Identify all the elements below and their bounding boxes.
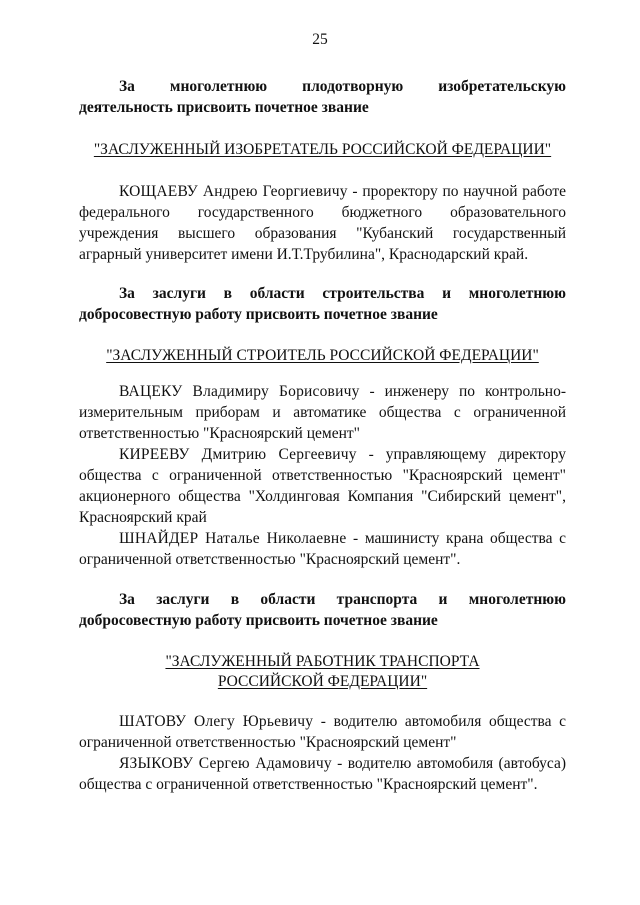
awardee-name: КОЩАЕВУ Андрею Георгиевичу [119,183,348,200]
awardee-position: - проректору по научной работе федерального государственного бюджетного образовательного учреждения высшего образования "Кубанский государственный аграрный университет имени И.Т.Трубилина", Краснодарский край. [79,183,566,263]
decree-line: добросовестную работу присвоить почетное звание [79,306,438,323]
decree-line: деятельность присвоить почетное звание [79,99,369,116]
awardee-name: ШНАЙДЕР Наталье Николаевне [119,530,347,547]
decree-line: За заслуги в области строительства и многолетнюю [119,285,566,302]
awardee-entry [79,444,566,528]
awardee-name: КИРЕЕВУ Дмитрию Сергеевичу [119,446,357,463]
decree-builder [79,283,566,325]
awardee-position: - инженеру по контрольно-измерительным приборам и автоматике общества с ограниченной ответственностью "Красноярский цемент" [79,383,566,442]
awardee-position: - машинисту крана общества с ограниченной ответственностью "Красноярский цемент". [79,530,566,568]
awardee-position: - водителю автомобиля (автобуса) общества с ограниченной ответственностью "Красноярский цемент". [79,755,566,793]
awardee-entry [79,711,566,753]
awardee-name: ВАЦЕКУ Владимиру Борисовичу [119,383,360,400]
awardee-list-inventor [79,181,566,265]
title-line: "ЗАСЛУЖЕННЫЙ РАБОТНИК ТРАНСПОРТА [165,653,480,670]
title-line: "ЗАСЛУЖЕННЫЙ СТРОИТЕЛЬ РОССИЙСКОЙ ФЕДЕРАЦИИ" [106,347,539,364]
decree-line: За многолетнюю плодотворную изобретательскую [119,78,566,95]
awardee-position: - управляющему директору общества с ограниченной ответственностью "Красноярский цемент" акционерного общества "Холдинговая Компания "Сибирский цемент", Красноярский край [79,446,566,526]
honorary-title-transport [79,652,566,692]
awardee-position: - водителю автомобиля общества с ограниченной ответственностью "Красноярский цемент" [79,713,566,751]
awardee-list-builder [79,381,566,570]
page-number: 25 [312,31,328,48]
title-line: РОССИЙСКОЙ ФЕДЕРАЦИИ" [217,673,428,690]
awardee-entry [79,181,566,265]
decree-transport [79,589,566,631]
honorary-title-builder [79,346,566,366]
decree-line: добросовестную работу присвоить почетное звание [79,612,438,629]
awardee-entry [79,381,566,444]
honorary-title-inventor [79,140,566,160]
title-line: "ЗАСЛУЖЕННЫЙ ИЗОБРЕТАТЕЛЬ РОССИЙСКОЙ ФЕДЕРАЦИИ" [93,141,552,158]
awardee-entry [79,753,566,795]
awardee-name: ШАТОВУ Олегу Юрьевичу [119,713,314,730]
awardee-name: ЯЗЫКОВУ Сергею Адамовичу [119,755,332,772]
awardee-entry [79,528,566,570]
awardee-list-transport [79,711,566,795]
decree-line: За заслуги в области транспорта и многолетнюю [119,591,566,608]
decree-inventor [79,76,566,118]
